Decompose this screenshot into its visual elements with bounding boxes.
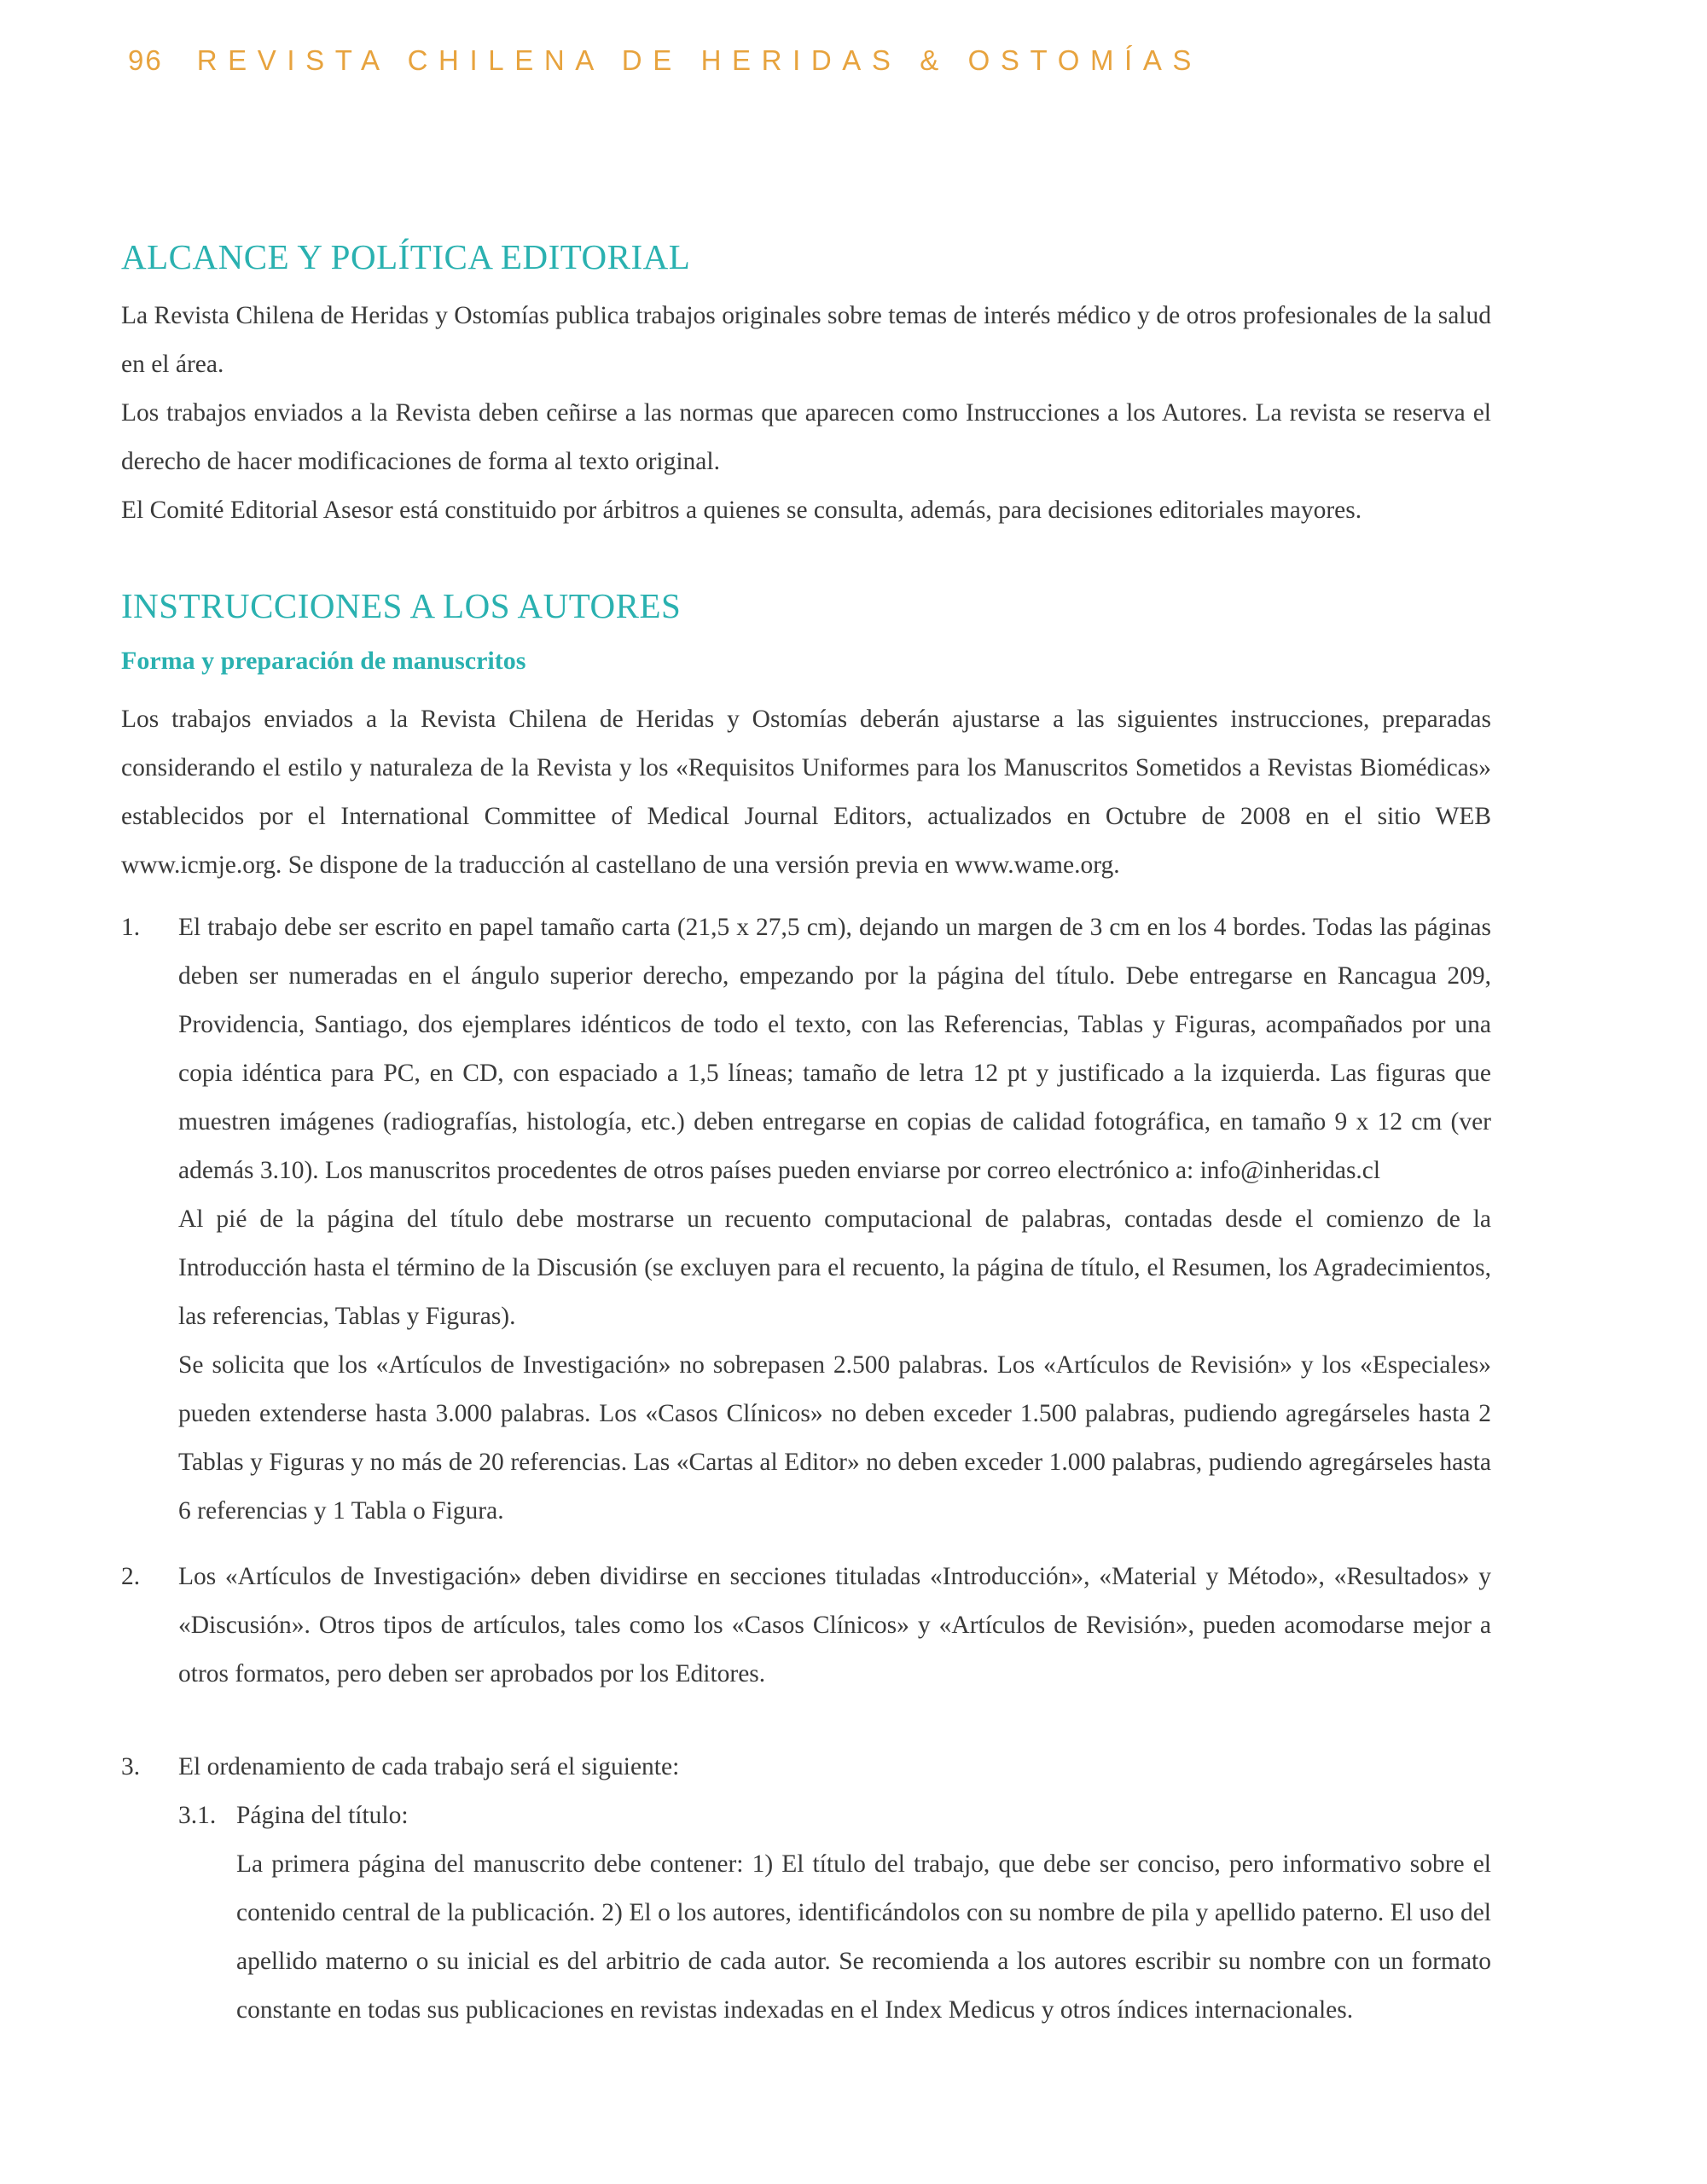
- running-header: [128, 44, 1202, 77]
- list-item-1: [121, 903, 1491, 1536]
- item-1-paragraph-3: Se solicita que los «Artículos de Investigación» no sobrepasen 2.500 palabras. Los «Artículos de Revisión» y los «Especiales» pueden extenderse hasta 3.000 palabras. Los «Casos Clínicos» no deben exceder 1.500 palabras, pudiendo agregárseles hasta 2 Tablas y Figuras y no más de 20 referencias. Las «Cartas al Editor» no deben exceder 1.000 palabras, pudiendo agregárseles hasta 6 referencias y 1 Tabla o Figura.: [178, 1351, 1491, 1525]
- item-3-paragraph-1: El ordenamiento de cada trabajo será el siguiente:: [178, 1753, 680, 1780]
- instructions-list: [121, 903, 1491, 2035]
- item-2-paragraph-1: Los «Artículos de Investigación» deben dividirse en secciones tituladas «Introducción», «Material y Método», «Resultados» y «Discusión». Otros tipos de artículos, tales como los «Casos Clínicos» y «Artículos de Revisión», pueden acomodarse mejor a otros formatos, pero deben ser aprobados por los Editores.: [178, 1563, 1491, 1687]
- sub-list-marker: 3.1.: [178, 1802, 217, 1829]
- list-item-3: [121, 1743, 1491, 2035]
- subsection-title-manuscripts: Forma y preparación de manuscritos: [121, 647, 526, 675]
- scope-paragraph-3: El Comité Editorial Asesor está constituido por árbitros a quienes se consulta, además, para decisiones editoriales mayores.: [121, 497, 1362, 524]
- section-title-scope: ALCANCE Y POLÍTICA EDITORIAL: [121, 237, 691, 276]
- scope-paragraph-1: La Revista Chilena de Heridas y Ostomías publica trabajos originales sobre temas de interés médico y de otros profesionales de la salud en el área.: [121, 302, 1491, 378]
- sub-item-3-1: [178, 1792, 1491, 2035]
- main-content: [121, 230, 1491, 2035]
- page-number: 96: [128, 44, 163, 76]
- item-1-paragraph-1: El trabajo debe ser escrito en papel tamaño carta (21,5 x 27,5 cm), dejando un margen de 3 cm en los 4 bordes. Todas las páginas deben ser numeradas en el ángulo superior derecho, empezando por la página del título. Debe entregarse en Rancagua 209, Providencia, Santiago, dos ejemplares idénticos de todo el texto, con las Referencias, Tablas y Figuras, acompañados por una copia idéntica para PC, en CD, con espaciado a 1,5 líneas; tamaño de letra 12 pt y justificado a la izquierda. Las figuras que muestren imágenes (radiografías, histología, etc.) deben entregarse en copias de calidad fotográfica, en tamaño 9 x 12 cm (ver además 3.10). Los manuscritos procedentes de otros países pueden enviarse por correo electrónico a: info@inheridas.cl: [178, 914, 1491, 1184]
- list-marker: 3.: [121, 1753, 141, 1780]
- instructions-intro: Los trabajos enviados a la Revista Chilena de Heridas y Ostomías deberán ajustarse a las siguientes instrucciones, preparadas considerando el estilo y naturaleza de la Revista y los «Requisitos Uniformes para los Manuscritos Sometidos a Revistas Biomédicas» establecidos por el International Committee of Medical Journal Editors, actualizados en Octubre de 2008 en el sitio WEB www.icmje.org. Se dispone de la traducción al castellano de una versión previa en www.wame.org.: [121, 706, 1491, 879]
- section-title-instructions: INSTRUCCIONES A LOS AUTORES: [121, 586, 682, 625]
- list-marker: 1.: [121, 914, 141, 941]
- scope-paragraph-2: Los trabajos enviados a la Revista deben ceñirse a las normas que aparecen como Instrucciones a los Autores. La revista se reserva el derecho de hacer modificaciones de forma al texto original.: [121, 399, 1491, 475]
- sub-item-title: Página del título:: [236, 1802, 409, 1829]
- list-marker: 2.: [121, 1563, 141, 1590]
- list-item-2: [121, 1553, 1491, 1699]
- sub-item-text: La primera página del manuscrito debe contener: 1) El título del trabajo, que debe ser conciso, pero informativo sobre el contenido central de la publicación. 2) El o los autores, identificándolos con su nombre de pila y apellido paterno. El uso del apellido materno o su inicial es del arbitrio de cada autor. Se recomienda a los autores escribir su nombre con un formato constante en todas sus publicaciones en revistas indexadas en el Index Medicus y otros índices internacionales.: [236, 1850, 1491, 2024]
- journal-title: REVISTA CHILENA DE HERIDAS & OSTOMÍAS: [196, 44, 1203, 76]
- item-1-paragraph-2: Al pié de la página del título debe mostrarse un recuento computacional de palabras, contadas desde el comienzo de la Introducción hasta el término de la Discusión (se excluyen para el recuento, la página de título, el Resumen, los Agradecimientos, las referencias, Tablas y Figuras).: [178, 1205, 1491, 1330]
